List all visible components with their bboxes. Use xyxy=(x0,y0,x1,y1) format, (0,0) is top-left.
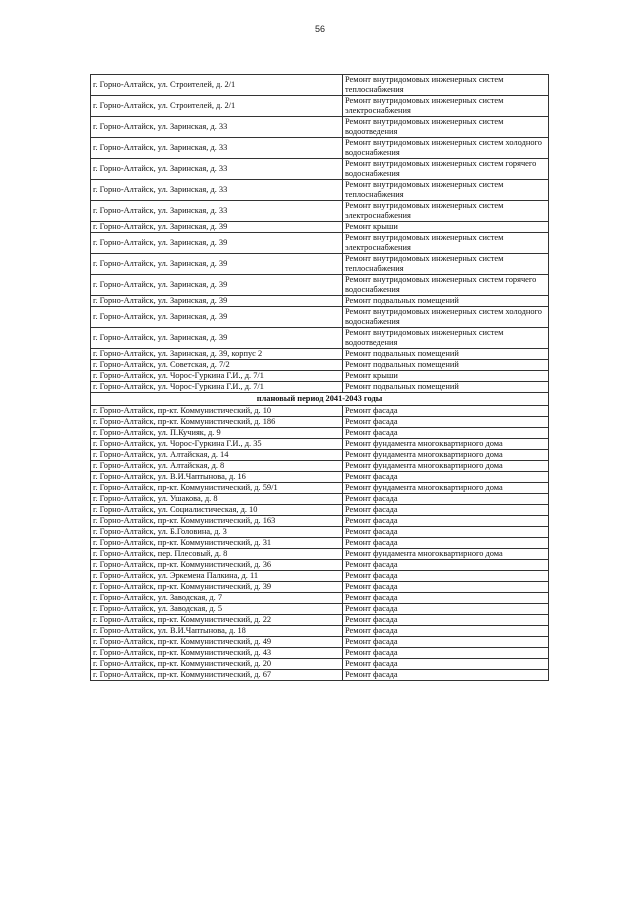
repair-type-cell: Ремонт фасада xyxy=(343,527,549,538)
table-row xyxy=(91,222,549,233)
repair-type-cell: Ремонт фасада xyxy=(343,417,549,428)
table-row xyxy=(91,505,549,516)
address-cell: г. Горно-Алтайск, ул. Заринская, д. 39 xyxy=(91,307,343,328)
address-cell: г. Горно-Алтайск, ул. Заринская, д. 39 xyxy=(91,275,343,296)
repair-type-cell: Ремонт подвальных помещений xyxy=(343,296,549,307)
repair-type-cell: Ремонт фасада xyxy=(343,648,549,659)
address-cell: г. Горно-Алтайск, ул. Заринская, д. 39 xyxy=(91,254,343,275)
address-cell: г. Горно-Алтайск, ул. Заринская, д. 33 xyxy=(91,201,343,222)
address-cell: г. Горно-Алтайск, ул. Чорос-Гуркина Г.И., д. 7/1 xyxy=(91,382,343,393)
repair-type-cell: Ремонт фасада xyxy=(343,593,549,604)
table-row xyxy=(91,371,549,382)
table-row xyxy=(91,571,549,582)
section-two-body xyxy=(91,406,549,681)
repair-type-cell: Ремонт фасада xyxy=(343,505,549,516)
repair-type-cell: Ремонт крыши xyxy=(343,371,549,382)
repair-type-cell: Ремонт внутридомовых инженерных систем холодного водоснабжения xyxy=(343,307,549,328)
address-cell: г. Горно-Алтайск, ул. Алтайская, д. 8 xyxy=(91,461,343,472)
table-row xyxy=(91,538,549,549)
table-row xyxy=(91,296,549,307)
period-section xyxy=(91,393,549,406)
repair-type-cell: Ремонт внутридомовых инженерных систем электроснабжения xyxy=(343,201,549,222)
address-cell: г. Горно-Алтайск, ул. Чорос-Гуркина Г.И., д. 35 xyxy=(91,439,343,450)
repair-type-cell: Ремонт внутридомовых инженерных систем теплоснабжения xyxy=(343,180,549,201)
address-cell: г. Горно-Алтайск, ул. Советская, д. 7/2 xyxy=(91,360,343,371)
period-heading-row xyxy=(91,393,549,406)
table-row xyxy=(91,659,549,670)
repair-type-cell: Ремонт фасада xyxy=(343,670,549,681)
section-one-body xyxy=(91,75,549,393)
table-row xyxy=(91,417,549,428)
table-row xyxy=(91,138,549,159)
table-row xyxy=(91,75,549,96)
table-row xyxy=(91,180,549,201)
address-cell: г. Горно-Алтайск, пр-кт. Коммунистический, д. 59/1 xyxy=(91,483,343,494)
table-row xyxy=(91,560,549,571)
repair-type-cell: Ремонт фундамента многоквартирного дома xyxy=(343,450,549,461)
address-cell: г. Горно-Алтайск, ул. Заводская, д. 7 xyxy=(91,593,343,604)
table-row xyxy=(91,670,549,681)
address-cell: г. Горно-Алтайск, ул. Эркемена Палкина, д. 11 xyxy=(91,571,343,582)
table-row xyxy=(91,472,549,483)
address-cell: г. Горно-Алтайск, пр-кт. Коммунистический, д. 20 xyxy=(91,659,343,670)
repair-type-cell: Ремонт фасада xyxy=(343,615,549,626)
address-cell: г. Горно-Алтайск, ул. Заринская, д. 39 xyxy=(91,296,343,307)
repair-type-cell: Ремонт фасада xyxy=(343,428,549,439)
table-row xyxy=(91,349,549,360)
table-row xyxy=(91,428,549,439)
table-row xyxy=(91,494,549,505)
repair-type-cell: Ремонт внутридомовых инженерных систем электроснабжения xyxy=(343,233,549,254)
table-row xyxy=(91,527,549,538)
repair-type-cell: Ремонт внутридомовых инженерных систем холодного водоснабжения xyxy=(343,138,549,159)
address-cell: г. Горно-Алтайск, пр-кт. Коммунистический, д. 36 xyxy=(91,560,343,571)
address-cell: г. Горно-Алтайск, пр-кт. Коммунистический, д. 31 xyxy=(91,538,343,549)
repair-type-cell: Ремонт фасада xyxy=(343,560,549,571)
page-number: 56 xyxy=(314,24,325,34)
address-cell: г. Горно-Алтайск, ул. Строителей, д. 2/1 xyxy=(91,75,343,96)
repair-type-cell: Ремонт фасада xyxy=(343,472,549,483)
address-cell: г. Горно-Алтайск, пр-кт. Коммунистический, д. 67 xyxy=(91,670,343,681)
repair-type-cell: Ремонт фундамента многоквартирного дома xyxy=(343,549,549,560)
address-cell: г. Горно-Алтайск, ул. Чорос-Гуркина Г.И., д. 7/1 xyxy=(91,371,343,382)
address-cell: г. Горно-Алтайск, ул. В.И.Чаптынова, д. 18 xyxy=(91,626,343,637)
repair-type-cell: Ремонт фасада xyxy=(343,516,549,527)
address-cell: г. Горно-Алтайск, ул. Строителей, д. 2/1 xyxy=(91,96,343,117)
table-row xyxy=(91,593,549,604)
address-cell: г. Горно-Алтайск, ул. Заринская, д. 39, корпус 2 xyxy=(91,349,343,360)
address-cell: г. Горно-Алтайск, ул. Заринская, д. 33 xyxy=(91,138,343,159)
address-cell: г. Горно-Алтайск, ул. Заринская, д. 33 xyxy=(91,180,343,201)
repair-type-cell: Ремонт фасада xyxy=(343,494,549,505)
table-row xyxy=(91,615,549,626)
table-row xyxy=(91,626,549,637)
repair-type-cell: Ремонт фундамента многоквартирного дома xyxy=(343,483,549,494)
address-cell: г. Горно-Алтайск, ул. Заринская, д. 33 xyxy=(91,117,343,138)
address-cell: г. Горно-Алтайск, ул. Алтайская, д. 14 xyxy=(91,450,343,461)
address-cell: г. Горно-Алтайск, ул. Заринская, д. 39 xyxy=(91,233,343,254)
address-cell: г. Горно-Алтайск, пр-кт. Коммунистический, д. 10 xyxy=(91,406,343,417)
repair-type-cell: Ремонт внутридомовых инженерных систем водоотведения xyxy=(343,328,549,349)
table-row xyxy=(91,254,549,275)
table-row xyxy=(91,233,549,254)
repair-type-cell: Ремонт внутридомовых инженерных систем горячего водоснабжения xyxy=(343,159,549,180)
repair-type-cell: Ремонт подвальных помещений xyxy=(343,349,549,360)
repair-type-cell: Ремонт фундамента многоквартирного дома xyxy=(343,461,549,472)
repair-type-cell: Ремонт крыши xyxy=(343,222,549,233)
address-cell: г. Горно-Алтайск, ул. Заринская, д. 33 xyxy=(91,159,343,180)
table-row xyxy=(91,328,549,349)
address-cell: г. Горно-Алтайск, ул. В.И.Чаптынова, д. 16 xyxy=(91,472,343,483)
table-row xyxy=(91,201,549,222)
repair-type-cell: Ремонт фасада xyxy=(343,571,549,582)
table-row xyxy=(91,604,549,615)
table-row xyxy=(91,382,549,393)
address-cell: г. Горно-Алтайск, пр-кт. Коммунистический, д. 22 xyxy=(91,615,343,626)
table-row xyxy=(91,406,549,417)
repair-type-cell: Ремонт подвальных помещений xyxy=(343,360,549,371)
address-cell: г. Горно-Алтайск, пр-кт. Коммунистический, д. 39 xyxy=(91,582,343,593)
repair-type-cell: Ремонт внутридомовых инженерных систем водоотведения xyxy=(343,117,549,138)
repair-type-cell: Ремонт фасада xyxy=(343,406,549,417)
table-row xyxy=(91,582,549,593)
table-row xyxy=(91,648,549,659)
repair-type-cell: Ремонт фасада xyxy=(343,538,549,549)
table-row xyxy=(91,450,549,461)
address-cell: г. Горно-Алтайск, ул. Заринская, д. 39 xyxy=(91,328,343,349)
repair-type-cell: Ремонт внутридомовых инженерных систем теплоснабжения xyxy=(343,75,549,96)
address-cell: г. Горно-Алтайск, ул. Социалистическая, д. 10 xyxy=(91,505,343,516)
repair-type-cell: Ремонт внутридомовых инженерных систем теплоснабжения xyxy=(343,254,549,275)
table-row xyxy=(91,307,549,328)
address-cell: г. Горно-Алтайск, ул. П.Кучияк, д. 9 xyxy=(91,428,343,439)
address-cell: г. Горно-Алтайск, пер. Плесовый, д. 8 xyxy=(91,549,343,560)
address-cell: г. Горно-Алтайск, ул. Б.Головина, д. 3 xyxy=(91,527,343,538)
table-row xyxy=(91,483,549,494)
table-row xyxy=(91,96,549,117)
address-cell: г. Горно-Алтайск, ул. Заринская, д. 39 xyxy=(91,222,343,233)
repair-type-cell: Ремонт фасада xyxy=(343,637,549,648)
repair-type-cell: Ремонт фундамента многоквартирного дома xyxy=(343,439,549,450)
table-row xyxy=(91,549,549,560)
address-cell: г. Горно-Алтайск, пр-кт. Коммунистический, д. 49 xyxy=(91,637,343,648)
table-row xyxy=(91,117,549,138)
address-cell: г. Горно-Алтайск, ул. Заводская, д. 5 xyxy=(91,604,343,615)
repair-type-cell: Ремонт подвальных помещений xyxy=(343,382,549,393)
repair-type-cell: Ремонт фасада xyxy=(343,659,549,670)
repair-type-cell: Ремонт фасада xyxy=(343,604,549,615)
table-row xyxy=(91,516,549,527)
table-row xyxy=(91,360,549,371)
table-row xyxy=(91,159,549,180)
repair-type-cell: Ремонт фасада xyxy=(343,626,549,637)
table-row xyxy=(91,439,549,450)
address-cell: г. Горно-Алтайск, пр-кт. Коммунистический, д. 43 xyxy=(91,648,343,659)
repair-type-cell: Ремонт внутридомовых инженерных систем горячего водоснабжения xyxy=(343,275,549,296)
table-row xyxy=(91,461,549,472)
repair-registry-table xyxy=(90,74,549,681)
repair-type-cell: Ремонт фасада xyxy=(343,582,549,593)
period-heading: плановый период 2041-2043 годы xyxy=(91,393,549,406)
table-row xyxy=(91,637,549,648)
table-row xyxy=(91,275,549,296)
repair-type-cell: Ремонт внутридомовых инженерных систем электроснабжения xyxy=(343,96,549,117)
address-cell: г. Горно-Алтайск, пр-кт. Коммунистический, д. 163 xyxy=(91,516,343,527)
address-cell: г. Горно-Алтайск, пр-кт. Коммунистический, д. 186 xyxy=(91,417,343,428)
address-cell: г. Горно-Алтайск, ул. Ушакова, д. 8 xyxy=(91,494,343,505)
